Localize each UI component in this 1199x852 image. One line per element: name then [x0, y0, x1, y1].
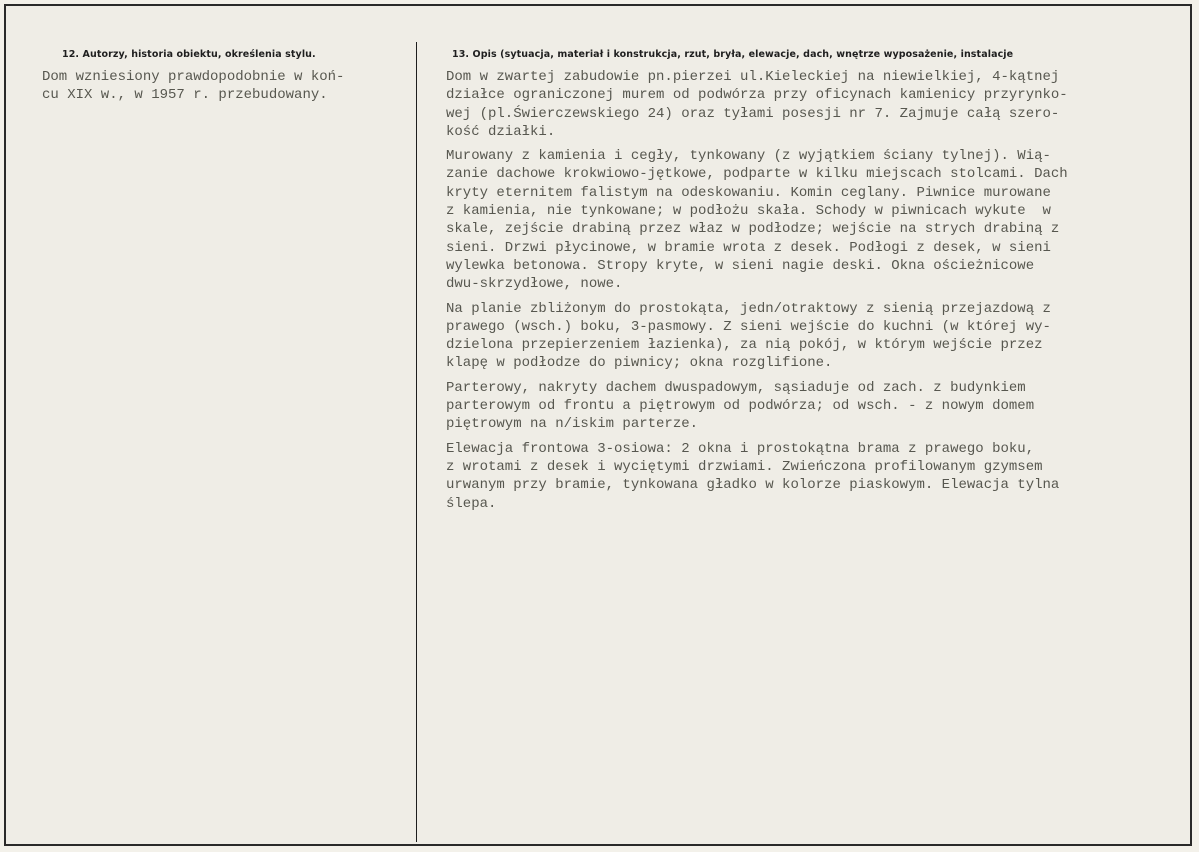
text-line: z wrotami z desek i wyciętymi drzwiami. Zwieńczona profilowanym gzymsem: [446, 458, 1043, 475]
section-12-header: 12. Autorzy, historia obiektu, określenia stylu.: [62, 49, 316, 60]
text-line: urwanym przy bramie, tynkowana gładko w kolorze piaskowym. Elewacja tylna: [446, 477, 1060, 494]
text-line: działce ograniczonej murem od podwórza przy oficynach kamienicy przyrynko-: [446, 87, 1068, 104]
text-line: sieni. Drzwi płycinowe, w bramie wrota z desek. Podłogi z desek, w sieni: [446, 239, 1051, 256]
text-line: wej (pl.Świerczewskiego 24) oraz tyłami posesji nr 7. Zajmuje całą szero-: [446, 105, 1060, 122]
text-line: klapę w podłodze do piwnicy; okna rozglifione.: [446, 355, 833, 372]
text-line: piętrowym na n/iskim parterze.: [446, 416, 699, 433]
paragraph-elevation: [446, 440, 1181, 513]
paragraph-construction: [446, 147, 1181, 293]
text-line: z kamienia, nie tynkowane; w podłożu skała. Schody w piwnicach wykute w: [446, 203, 1051, 220]
text-line: Elewacja frontowa 3-osiowa: 2 okna i prostokątna brama z prawego boku,: [446, 440, 1035, 457]
paragraph-location: [446, 68, 1181, 141]
text-line: Murowany z kamienia i cegły, tynkowany (z wyjątkiem ściany tylnej). Wią-: [446, 148, 1051, 165]
section-13-header: 13. Opis (sytuacja, materiał i konstrukcja, rzut, bryła, elewacje, dach, wnętrze wyposażenie, instalacje: [452, 49, 1014, 60]
text-line: Dom wzniesiony prawdopodobnie w koń-: [42, 69, 345, 85]
text-line: dwu-skrzydłowe, nowe.: [446, 276, 623, 293]
paragraph-plan: [446, 300, 1181, 373]
paragraph-massing: [446, 379, 1181, 434]
text-line: Na planie zbliżonym do prostokąta, jedn/otraktowy z sienią przejazdową z: [446, 300, 1051, 317]
text-line: kość działki.: [446, 123, 556, 140]
section-13-text: [446, 68, 1181, 519]
text-line: dzielona przepierzeniem łazienka), za nią pokój, w którym wejście przez: [446, 337, 1043, 354]
text-line: Parterowy, nakryty dachem dwuspadowym, sąsiaduje od zach. z budynkiem: [446, 379, 1026, 396]
text-line: Dom w zwartej zabudowie pn.pierzei ul.Kieleckiej na niewielkiej, 4-kątnej: [446, 69, 1060, 85]
text-line: prawego (wsch.) boku, 3-pasmowy. Z sieni wejście do kuchni (w której wy-: [446, 318, 1051, 335]
text-line: skale, zejście drabiną przez właz w podłodze; wejście na strych drabiną z: [446, 221, 1060, 238]
column-divider: [416, 42, 417, 842]
section-12-text: [42, 68, 404, 105]
text-line: parterowym od frontu a piętrowym od podwórza; od wsch. - z nowym domem: [446, 398, 1035, 415]
text-line: ślepa.: [446, 495, 497, 512]
text-line: zanie dachowe krokwiowo-jętkowe, podparte w kilku miejscach stolcami. Dach: [446, 166, 1068, 183]
text-line: kryty eternitem falistym na odeskowaniu. Komin ceglany. Piwnice murowane: [446, 184, 1051, 201]
text-line: cu XIX w., w 1957 r. przebudowany.: [42, 87, 328, 104]
text-line: wylewka betonowa. Stropy kryte, w sieni nagie deski. Okna ościeżnicowe: [446, 257, 1035, 274]
